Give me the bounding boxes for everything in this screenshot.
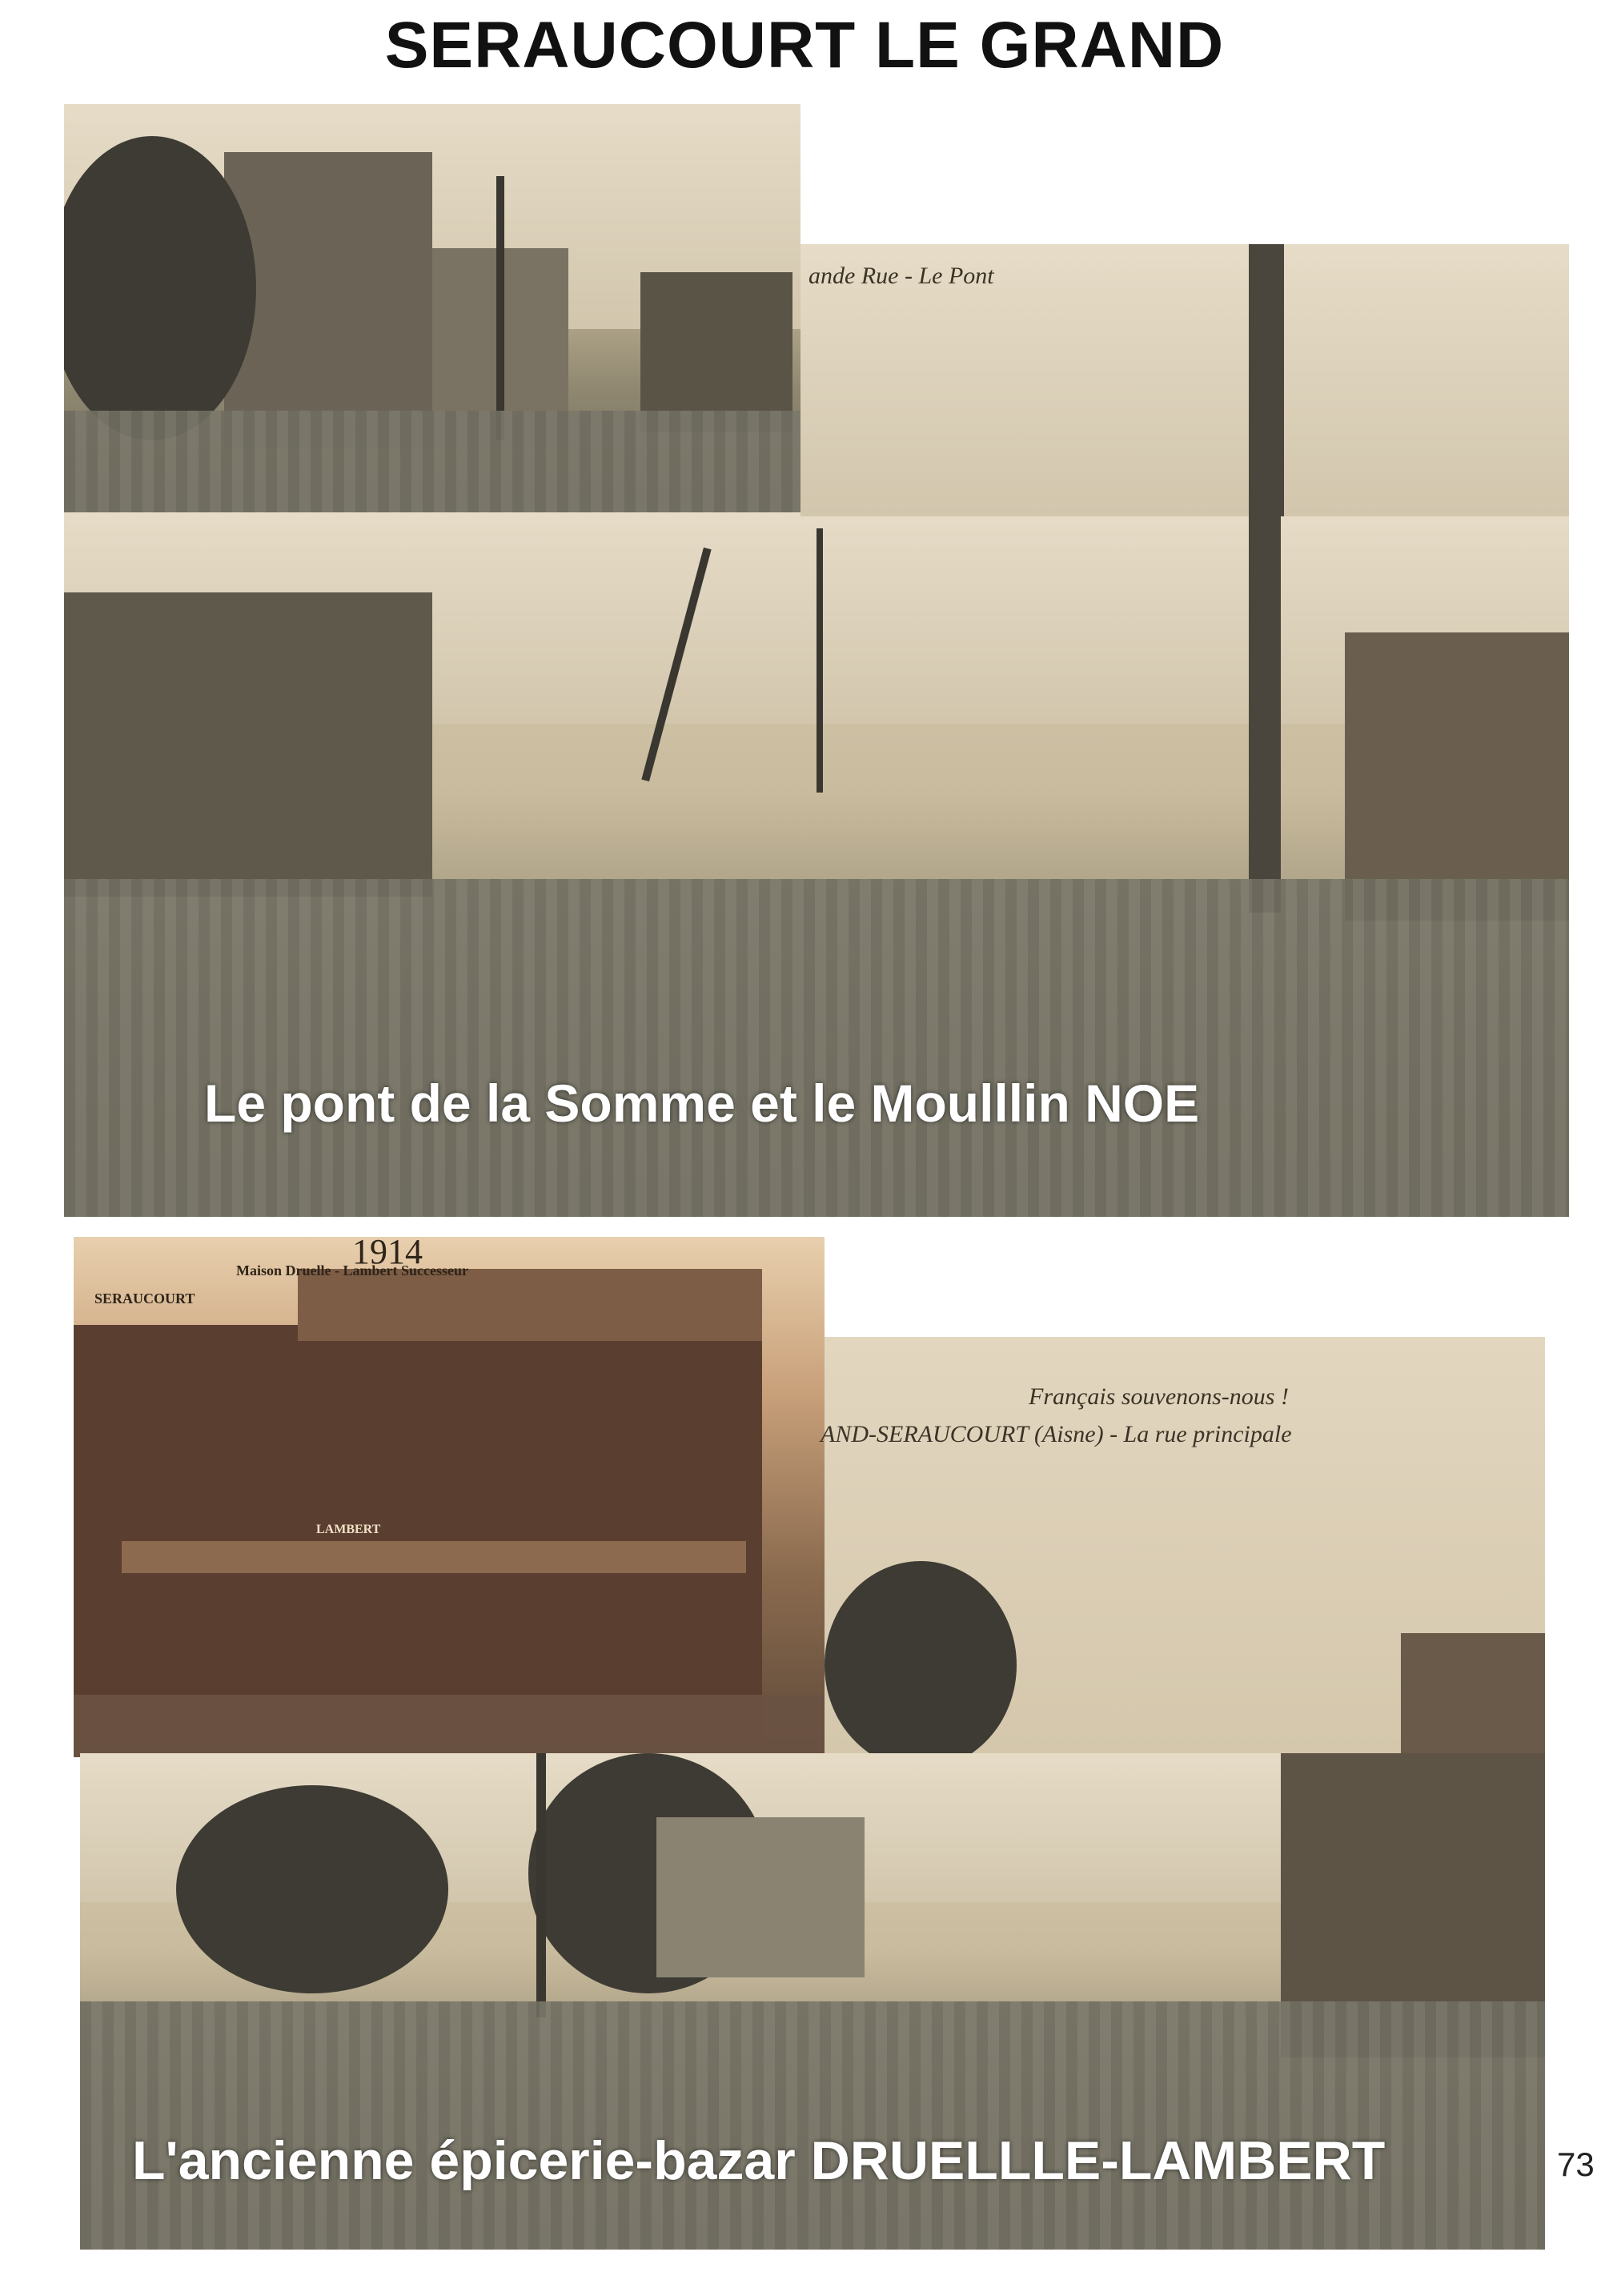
page-number: 73	[1557, 2145, 1595, 2183]
shop-photo	[74, 1237, 825, 1757]
shop-sign: LAMBERT	[316, 1523, 381, 1536]
shop-card-text-1: SERAUCOURT	[94, 1290, 195, 1307]
street-card-text-2: AND-SERAUCOURT (Aisne) - La rue principale	[821, 1421, 1292, 1447]
street-card-text-1: Français souvenons-nous !	[1029, 1383, 1289, 1410]
shop-card-year: 1914	[352, 1232, 423, 1271]
shop-card-text-2: Maison Druelle - Lambert Successeur	[236, 1262, 468, 1278]
bridge-caption: Le pont de la Somme et le Moulllin NOE	[204, 1074, 1200, 1133]
street-photo-top-left	[64, 104, 800, 512]
page-title: SERAUCOURT LE GRAND	[384, 9, 1225, 82]
bridge-card-text: ande Rue - Le Pont	[809, 263, 994, 289]
shop-caption: L'ancienne épicerie-bazar DRUELLLE-LAMBERT	[132, 2130, 1386, 2191]
